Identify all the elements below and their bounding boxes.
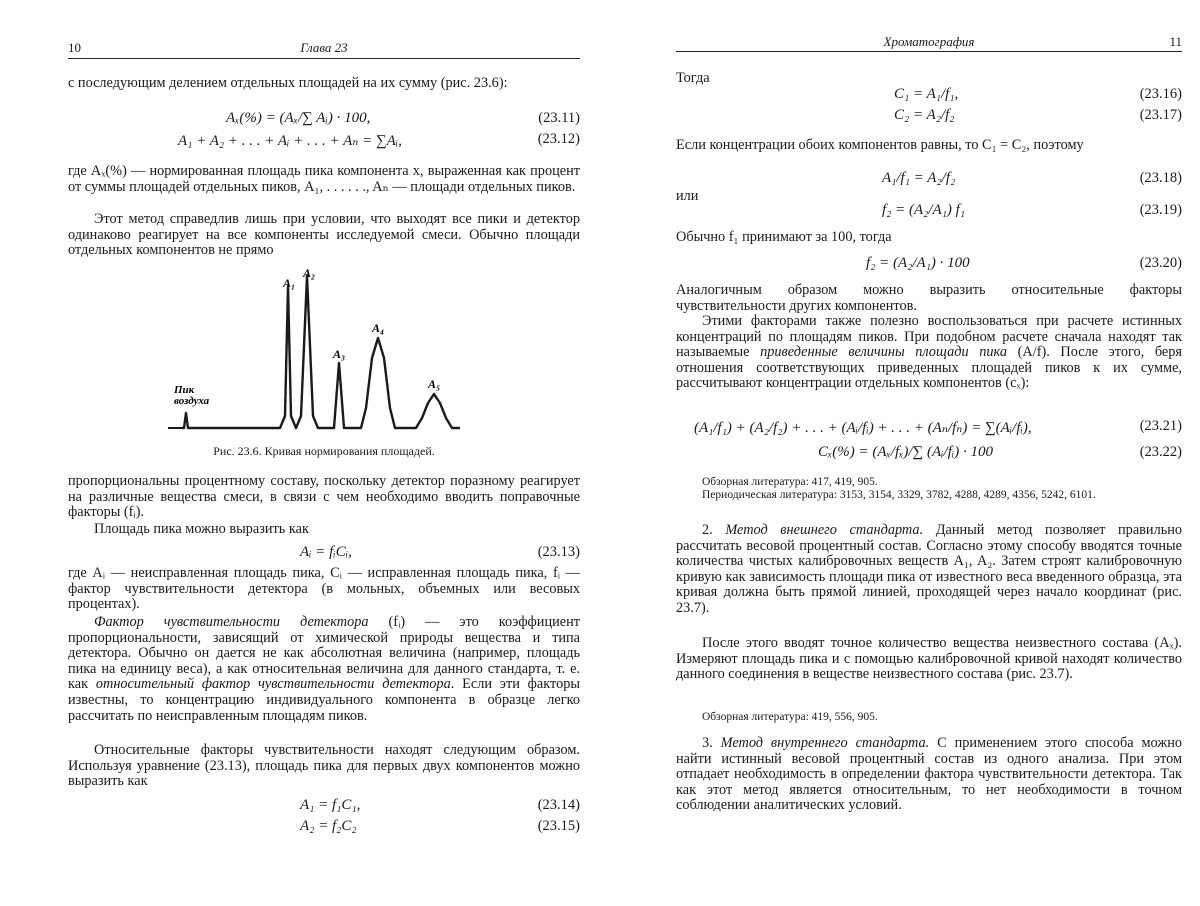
right-paragraph-5: Аналогичным образом можно выразить относительные факторы чувствительности других компонентов.	[676, 282, 1182, 314]
right-paragraph-6	[676, 314, 1182, 392]
chromatogram-figure	[168, 268, 548, 440]
equation-formula: f₂ = (A₂/A₁) f₁	[882, 202, 966, 218]
equation-formula: A₁/f₁ = A₂/f₂	[882, 170, 956, 186]
equation-23-15	[68, 818, 580, 836]
equation-23-13	[68, 544, 580, 562]
equation-23-11	[68, 110, 580, 128]
term-relative-sensitivity-factor: относительный фактор чувствительности детектора	[95, 676, 451, 693]
equation-formula: C₂ = A₂/f₂	[894, 107, 955, 123]
section-number: 3.	[702, 735, 721, 751]
left-paragraph-1: с последующим делением отдельных площадей на их сумму (рис. 23.6):	[68, 75, 508, 91]
right-header-rule	[676, 51, 1182, 52]
equation-number: (23.22)	[1139, 444, 1182, 460]
term-detector-sensitivity-factor: Фактор чувствительности детектора	[94, 614, 369, 630]
right-paragraph-2: Если концентрации обоих компонентов равны, то C₁ = C₂, поэтому	[676, 137, 1084, 153]
equation-number: (23.21)	[1139, 418, 1182, 434]
equation-number: (23.11)	[538, 110, 580, 126]
equation-23-21	[676, 418, 1182, 436]
equation-formula: (A₁/f₁) + (A₂/f₂) + . . . + (Aᵢ/fᵢ) + . . . + (Aₙ/fₙ) = ∑(Aᵢ/fᵢ),	[694, 420, 1032, 436]
equation-23-16	[676, 86, 1182, 104]
equation-number: (23.12)	[537, 131, 580, 147]
peak-label-a1: A₁	[283, 276, 296, 290]
peak-label-a3: A₃	[333, 347, 346, 361]
equation-23-17	[676, 107, 1182, 125]
left-paragraph-8: Относительные факторы чувствительности находят следующим образом. Используя уравнение (23.13), площадь пика для первых двух компонентов можно выразить как	[68, 742, 580, 790]
equation-formula: C₁ = A₁/f₁,	[894, 86, 959, 102]
left-running-head: Глава 23	[300, 40, 348, 55]
right-paragraph-4: Обычно f₁ принимают за 100, тогда	[676, 229, 892, 245]
left-header-rule	[68, 58, 580, 59]
paragraph-text: С применением этого способа можно найти истинный весовой процентный состав из одного анализа. При этом отпадает необходимость в определении фактора чувствительности детектора. Так как этот метод является относительным, то нет необходимости в точном соблюдении аналитических условий.	[676, 735, 1182, 814]
review-literature-1: Обзорная литература: 417, 419, 905.	[702, 476, 878, 488]
left-paragraph-3: Этот метод справедлив лишь при условии, что выходят все пики и детектор одинаково реагирует на все компоненты исследуемой смеси. Обычно площади отдельных компонентов не прямо	[68, 211, 580, 259]
equation-23-14	[68, 797, 580, 815]
air-peak-label-line2: воздуха	[174, 395, 210, 407]
equation-formula: Aᵢ = fᵢCᵢ,	[300, 544, 352, 560]
peak-label-a5: A₅	[428, 377, 441, 391]
right-paragraph-3: или	[676, 188, 699, 204]
equation-formula: A₁ = f₁C₁,	[300, 797, 361, 813]
section-number: 2.	[702, 522, 726, 538]
equation-formula: Aₓ(%) = (Aₓ/∑ Aᵢ) · 100,	[226, 110, 371, 126]
equation-number: (23.20)	[1139, 255, 1182, 271]
equation-number: (23.16)	[1139, 86, 1182, 102]
equation-23-19	[676, 202, 1182, 220]
equation-23-20	[676, 255, 1182, 273]
left-paragraph-4: пропорциональны процентному составу, поскольку детектор поразному реагирует на различные вещества смеси, в связи с чем необходимо вводить поправочные факторы (fᵢ).	[68, 473, 580, 521]
equation-number: (23.14)	[537, 797, 580, 813]
paragraph-text: (fᵢ) — это коэффициент пропорциональности, зависящий от химической природы вещества и типа детектора. Обычно он дается не как абсолютная величина (например, площадь пика на единицу веса), а как относительная величина для данного стандарта, т. е. как	[68, 614, 580, 693]
section-title-internal-standard: Метод внутреннего стандарта.	[720, 735, 930, 751]
equation-formula: Cₓ(%) = (Aₓ/fₓ)/∑ (Aᵢ/fᵢ) · 100	[818, 444, 993, 460]
left-page-number: 10	[68, 40, 81, 55]
right-section-2	[676, 523, 1182, 617]
left-paragraph-5: Площадь пика можно выразить как	[94, 521, 309, 537]
paragraph-text: (A/f). После этого, беря отношения соответствующих приведенных площадей пиков к их сумме, рассчитывают концентрации отдельных компонентов (cₓ):	[676, 344, 1183, 392]
left-paragraph-7	[68, 615, 580, 724]
equation-formula: A₂ = f₂C₂	[300, 818, 357, 834]
chromatogram-curve	[182, 276, 460, 428]
right-section-3	[676, 736, 1182, 814]
left-paragraph-6: где Aᵢ — неисправленная площадь пика, Cᵢ — исправленная площадь пика, fᵢ — фактор чувствительности детектора (в мольных, объемных или весовых процентах).	[68, 565, 580, 613]
term-reduced-peak-area: приведенные величины площади пика	[760, 344, 1008, 361]
paragraph-text: Данный метод позволяет правильно рассчитать весовой процентный состав. Согласно этому способу вводятся точные количества чистых калибровочных веществ A₁, A₂. Затем строят калибровочную кривую как зависимость площади пика от известного веса введенного образца, эта кривая должна быть прямой линией, проходящей через начало координат (рис. 23.7).	[676, 522, 1183, 616]
left-page-header	[68, 40, 580, 60]
peak-label-a2: A₂	[303, 268, 316, 280]
equation-23-22	[676, 444, 1182, 462]
paragraph-text: . Если эти факторы известны, то концентрацию индивидуального компонента в образце легко рассчитать по неисправленным площадям пиков.	[68, 676, 580, 724]
equation-formula: A₁ + A₂ + . . . + Aᵢ + . . . + Aₙ = ∑Aᵢ,	[178, 133, 402, 149]
equation-number: (23.17)	[1139, 107, 1182, 123]
equation-number: (23.18)	[1139, 170, 1182, 186]
left-paragraph-2: где Aₓ(%) — нормированная площадь пика компонента x, выраженная как процент от суммы площадей отдельных пиков, A₁, . . . . . ., Aₙ — площади отдельных пиков.	[68, 163, 580, 195]
equation-number: (23.19)	[1139, 202, 1182, 218]
right-page-number: 11	[1169, 34, 1182, 49]
equation-number: (23.15)	[537, 818, 580, 834]
section-title-external-standard: Метод внешнего стандарта.	[725, 522, 924, 538]
right-paragraph-1: Тогда	[676, 70, 710, 86]
periodical-literature: Периодическая литература: 3153, 3154, 3329, 3782, 4288, 4289, 4356, 5242, 6101.	[702, 489, 1096, 501]
air-peak-label-line1: Пик	[174, 384, 195, 396]
equation-23-12	[68, 131, 580, 149]
equation-formula: f₂ = (A₂/A₁) · 100	[866, 255, 970, 271]
right-running-head: Хроматография	[883, 34, 975, 49]
review-literature-2: Обзорная литература: 419, 556, 905.	[702, 711, 878, 723]
equation-23-18	[676, 170, 1182, 188]
figure-caption: Рис. 23.6. Кривая нормирования площадей.	[213, 444, 435, 458]
right-paragraph-7: После этого вводят точное количество вещества неизвестного состава (Aₓ). Измеряют площадь пика и с помощью калибровочной кривой находят количество данного соединения в веществе неизвестного состава (рис. 23.7).	[676, 635, 1182, 683]
equation-number: (23.13)	[537, 544, 580, 560]
paragraph-text: Этими факторами также полезно воспользоваться при расчете истинных концентраций по площадям пиков. При подобном расчете сначала находят так называемые	[676, 313, 1182, 361]
peak-label-a4: A₄	[372, 321, 385, 335]
